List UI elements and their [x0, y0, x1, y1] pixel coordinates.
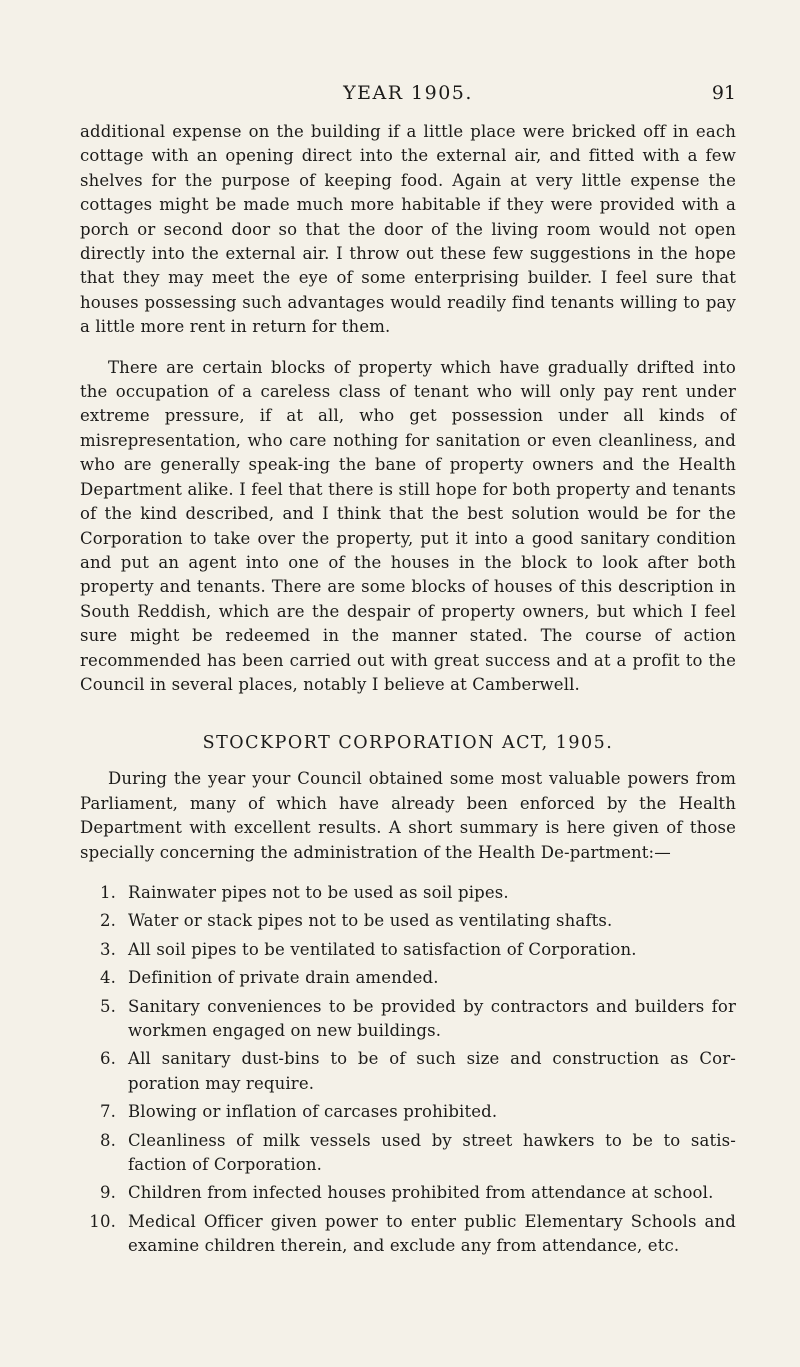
list-item-number: 2. [99, 911, 116, 931]
list-item-number: 6. [99, 1049, 116, 1069]
list-item-text: Rainwater pipes not to be used as soil pipes. [128, 882, 509, 902]
running-head [80, 78, 736, 108]
list-item-number: 4. [99, 968, 116, 988]
list-item [80, 1047, 736, 1096]
list-item-text: All soil pipes to be ventilated to satisfaction of Corporation. [128, 939, 637, 959]
list-item-text: Medical Officer given power to enter public Elementary Schools and examine children therein, and exclude any from attendance, etc. [128, 1211, 736, 1256]
list-item [80, 966, 736, 990]
list-item [80, 881, 736, 905]
list-item-text: Children from infected houses prohibited from attendance at school. [128, 1183, 714, 1203]
list-item-text: All sanitary dust-bins to be of such size and construction as Cor-poration may require. [128, 1049, 736, 1093]
list-item [80, 938, 736, 962]
section-heading: STOCKPORT CORPORATION ACT, 1905. [202, 733, 614, 754]
list-item [80, 1210, 736, 1259]
list-item [80, 995, 736, 1044]
list-item-number: 10. [89, 1211, 116, 1231]
list-item-number: 5. [99, 996, 116, 1016]
list-item-number: 3. [99, 939, 116, 959]
list-item [80, 909, 736, 933]
section-intro: During the year your Council obtained some most valuable powers from Parliament, many of which have already been enforced by the Health Department with excellent results. A short summary is here given of those specially concerning the administration of the Health De-partment:— [80, 769, 736, 862]
list-item-number: 7. [99, 1102, 116, 1122]
list-item-text: Blowing or inflation of carcases prohibited. [128, 1102, 498, 1122]
list-item [80, 1181, 736, 1205]
list-item-text: Definition of private drain amended. [128, 968, 439, 988]
paragraph-property-blocks: There are certain blocks of property which have gradually drifted into the occupation of a careless class of tenant who will only pay rent under extreme pressure, if at all, who get possession under all kinds of misrepresentation, who care nothing for sanitation or even cleanliness, and who are generally speak-ing the bane of property owners and the Health Department alike. I feel that there is still hope for both property and tenants of the kind described, and I think that the best solution would be for the Corporation to take over the property, put it into a good sanitary condition and put an agent into one of the houses in the block to look after both property and tenants. There are some blocks of houses of this description in South Reddish, which are the despair of property owners, but which I feel sure might be redeemed in the manner stated. The course of action recommended has been carried out with great success and at a profit to the Council in several places, notably I believe at Camberwell. [80, 357, 736, 694]
list-item-number: 9. [99, 1183, 116, 1203]
summary-list [80, 881, 736, 1259]
list-item-number: 8. [99, 1130, 116, 1150]
page-number: 91 [711, 82, 736, 104]
list-item [80, 1129, 736, 1178]
list-item-text: Cleanliness of milk vessels used by street hawkers to be to satis-faction of Corporation. [128, 1130, 736, 1175]
list-item-number: 1. [99, 882, 116, 902]
running-title: YEAR 1905. [343, 82, 473, 104]
paragraph-continuation: additional expense on the building if a little place were bricked off in each cottage with an opening direct into the external air, and fitted with a few shelves for the purpose of keeping food. Again at very little expense the cottages might be made much more habitable if they were provided with a porch or second door so that the door of the living room would not open directly into the external air. I throw out these few suggestions in the hope that they may meet the eye of some enterprising builder. I feel sure that houses possessing such advantages would readily find tenants willing to pay a little more rent in return for them. [80, 122, 736, 337]
list-item-text: Water or stack pipes not to be used as ventilating shafts. [128, 911, 613, 931]
list-item-text: Sanitary conveniences to be provided by contractors and builders for workmen engaged on new buildings. [128, 996, 736, 1040]
list-item [80, 1100, 736, 1124]
